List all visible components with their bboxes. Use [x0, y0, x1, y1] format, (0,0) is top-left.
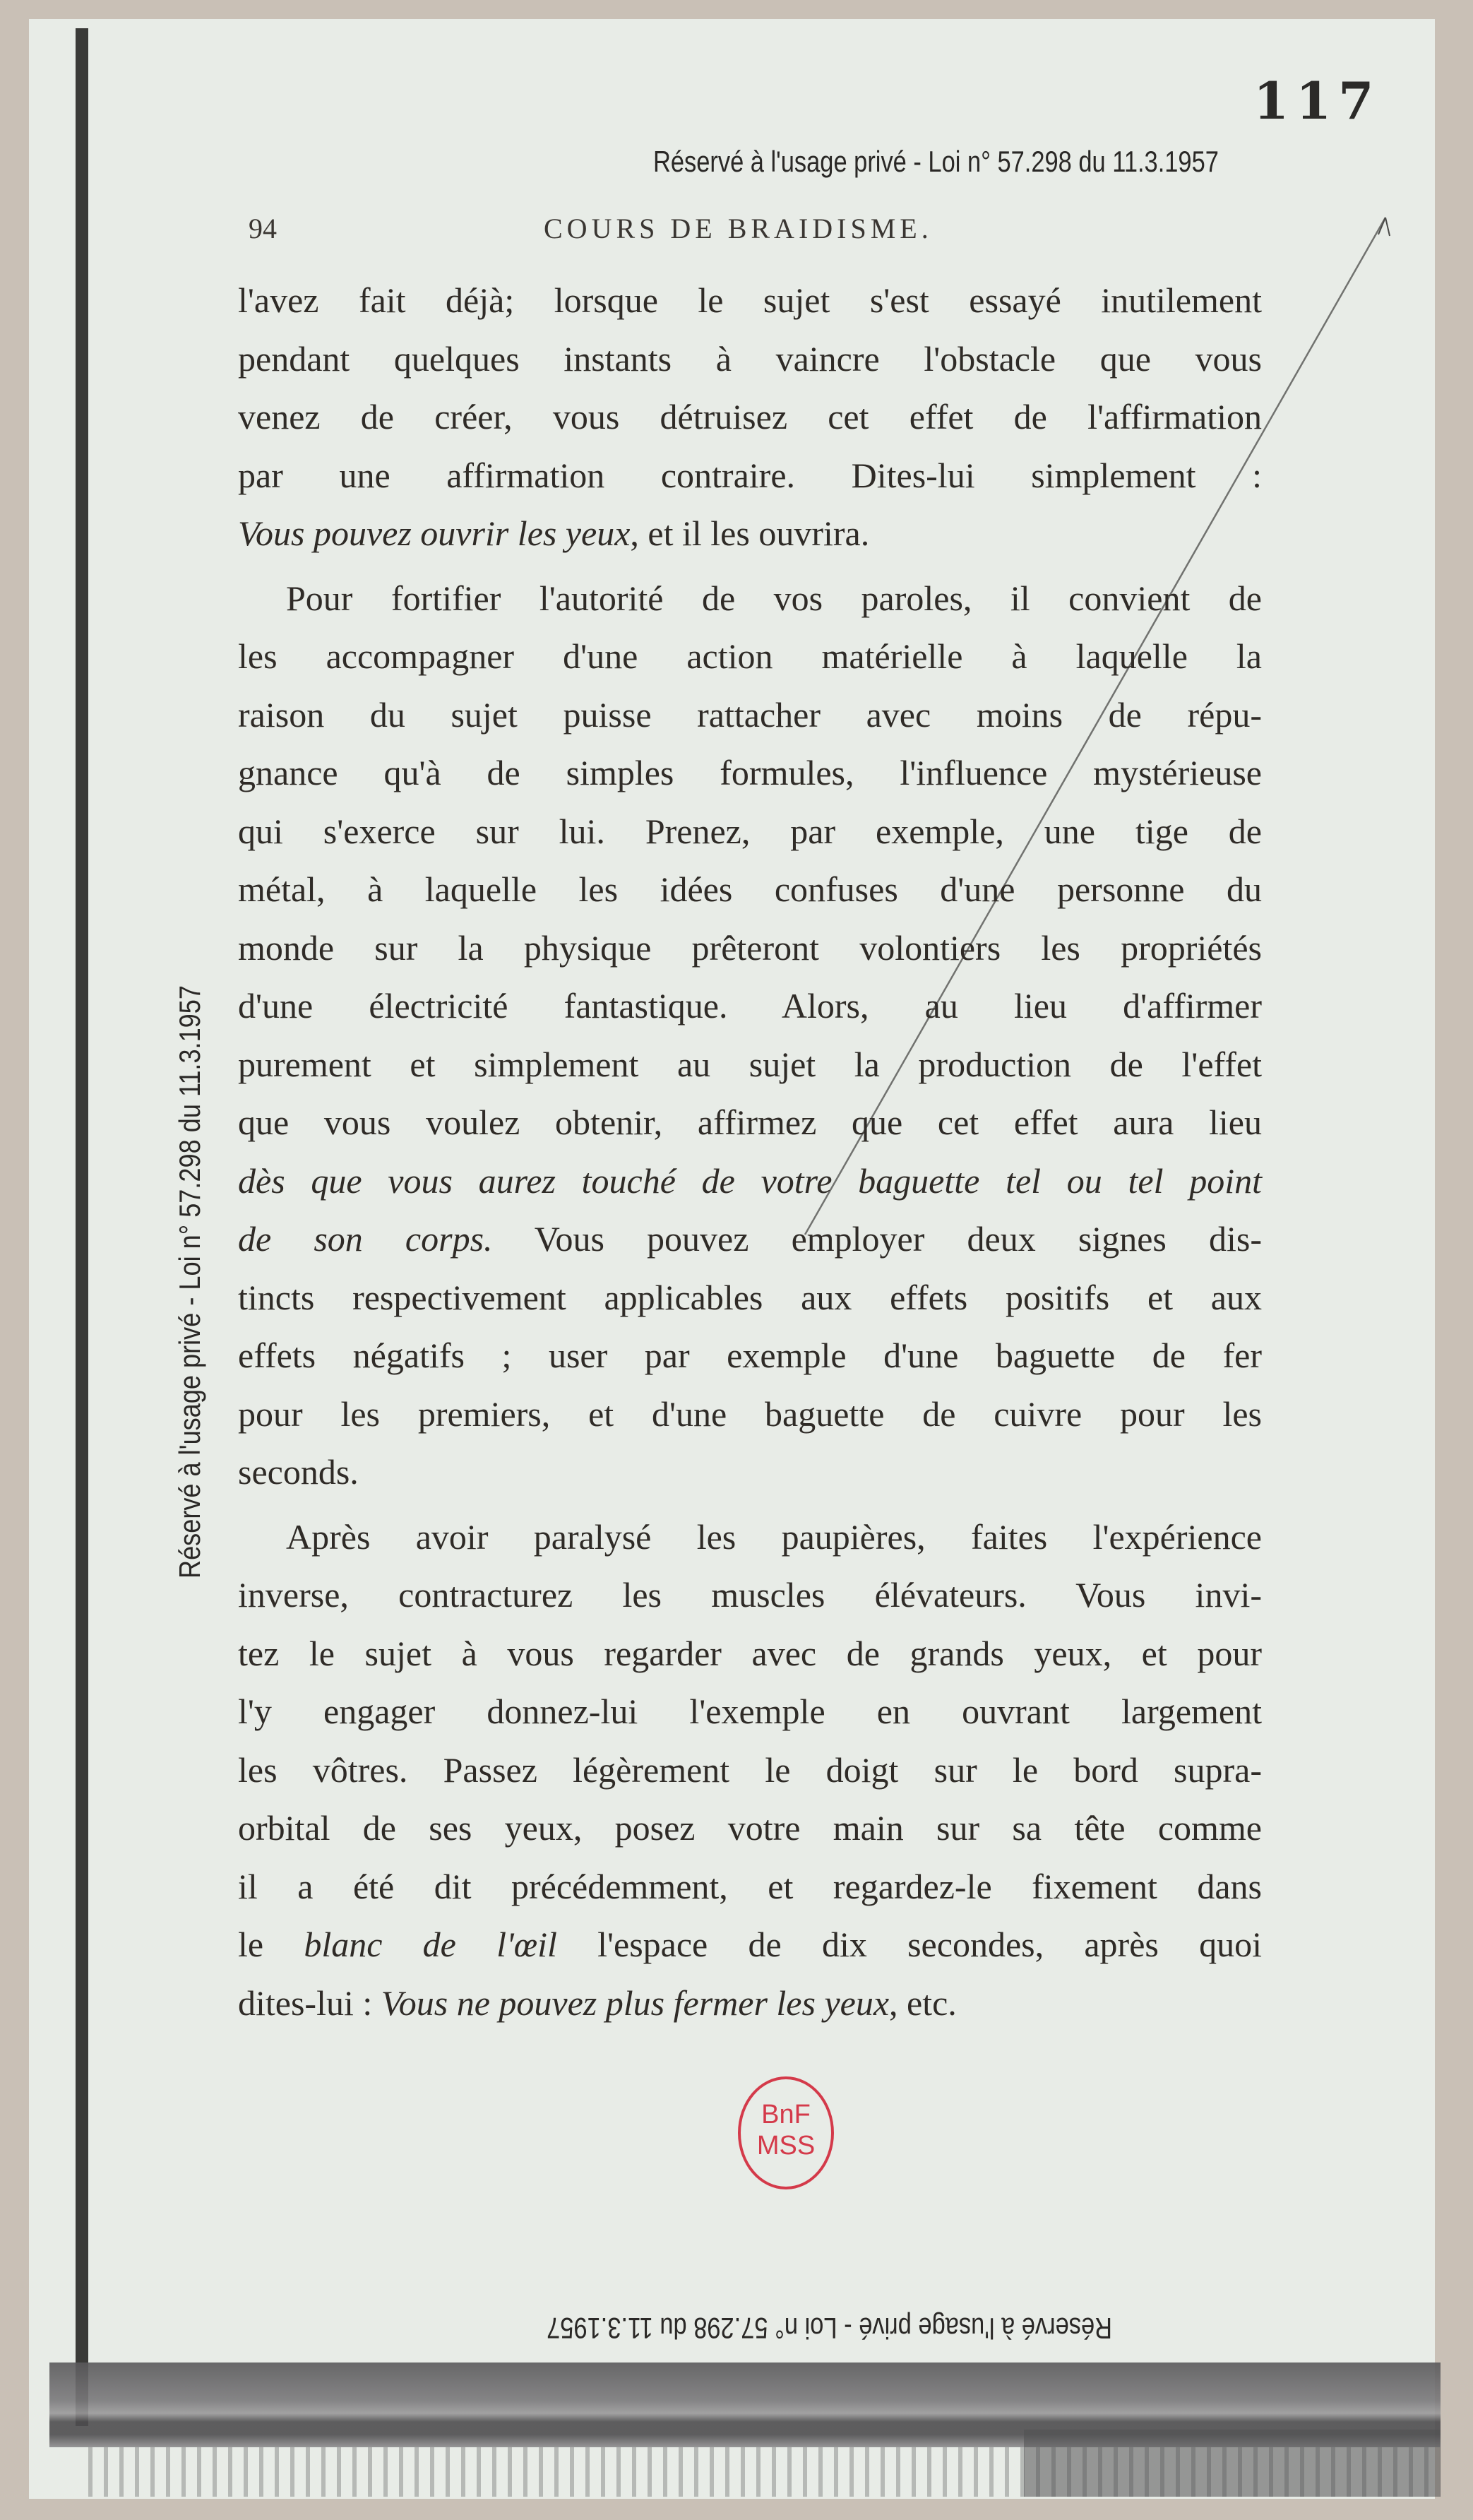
- text-line: l'y engager donnez-lui l'exemple en ouvrant largement: [238, 1692, 1262, 1731]
- folio: 94: [249, 213, 277, 244]
- text-segment: l'espace de dix secondes, après quoi: [556, 1925, 1262, 1964]
- text-line: l'avez fait déjà; lorsque le sujet s'est essayé inutilement: [238, 280, 1262, 320]
- copyright-stamp-side: Réservé à l'usage privé - Loi n° 57.298 du 11.3.1957: [173, 985, 206, 1579]
- text-line: Pour fortifier l'autorité de vos paroles, il convient de: [286, 578, 1262, 618]
- italic-text: blanc de l'œil: [304, 1925, 557, 1964]
- text-line: purement et simplement au sujet la production de l'effet: [238, 1044, 1262, 1084]
- running-title: COURS DE BRAIDISME.: [544, 213, 933, 244]
- text-segment: Vous pouvez employer deux signes dis-: [492, 1219, 1262, 1259]
- text-line: pour les premiers, et d'une baguette de cuivre pour les: [238, 1393, 1262, 1434]
- paragraph-3: [238, 1508, 1262, 2033]
- text-line: [238, 504, 1262, 563]
- text-line: effets négatifs ; user par exemple d'une baguette de fer: [238, 1336, 1262, 1375]
- text-line: raison du sujet puisse rattacher avec moins de répu-: [238, 694, 1262, 735]
- text-line: les accompagner d'une action matérielle à laquelle la: [238, 636, 1262, 676]
- text-line: Après avoir paralysé les paupières, faites l'expérience: [286, 1516, 1262, 1557]
- text-line: tez le sujet à vous regarder avec de grands yeux, et pour: [238, 1633, 1262, 1673]
- copyright-stamp-top: Réservé à l'usage privé - Loi n° 57.298 du 11.3.1957: [653, 145, 1219, 178]
- text-line: tincts respectivement applicables aux effets positifs et aux: [238, 1277, 1262, 1317]
- italic-text: Vous pouvez ouvrir les yeux: [238, 513, 631, 553]
- text-line: dès que vous aurez touché de votre baguette tel ou tel point: [238, 1160, 1262, 1201]
- text-line: gnance qu'à de simples formules, l'influence mystérieuse: [238, 753, 1262, 792]
- text-line: [238, 1915, 1262, 1974]
- text-line: pendant quelques instants à vaincre l'obstacle que vous: [238, 338, 1262, 379]
- text-line: il a été dit précédemment, et regardez-le fixement dans: [238, 1866, 1262, 1906]
- paragraph-1: [238, 271, 1262, 563]
- text-line: les vôtres. Passez légèrement le doigt sur le bord supra-: [238, 1749, 1262, 1790]
- text-line: d'une électricité fantastique. Alors, au lieu d'affirmer: [238, 986, 1262, 1026]
- text-segment: , etc.: [889, 1983, 957, 2023]
- text-line: inverse, contracturez les muscles élévateurs. Vous invi-: [238, 1575, 1262, 1615]
- seal-line-2: MSS: [756, 2131, 816, 2161]
- copyright-stamp-bottom: Réservé à l'usage privé - Loi n° 57.298 du 11.3.1957: [547, 2312, 1112, 2345]
- body-text: [238, 271, 1262, 2038]
- text-line: que vous voulez obtenir, affirmez que cet effet aura lieu: [238, 1102, 1262, 1142]
- bnf-mss-seal: [738, 2076, 834, 2189]
- text-line: orbital de ses yeux, posez votre main sur sa tête comme: [238, 1808, 1262, 1848]
- paragraph-2: [238, 569, 1262, 1502]
- text-line: métal, à laquelle les idées confuses d'une personne du: [238, 869, 1262, 909]
- text-line: qui s'exerce sur lui. Prenez, par exemple, une tige de: [238, 811, 1262, 851]
- page-number: 117: [1253, 71, 1381, 131]
- text-segment: dites-lui :: [238, 1983, 381, 2023]
- text-line: [238, 1210, 1262, 1268]
- italic-text: de son corps.: [238, 1219, 493, 1259]
- seal-line-1: BnF: [761, 2100, 811, 2129]
- text-segment: , et il les ouvrira.: [630, 513, 870, 553]
- text-line: seconds.: [238, 1452, 359, 1492]
- text-line: par une affirmation contraire. Dites-lui simplement :: [238, 455, 1262, 495]
- italic-text: Vous ne pouvez plus fermer les yeux: [381, 1983, 890, 2023]
- text-line: venez de créer, vous détruisez cet effet de l'affirmation: [238, 397, 1262, 436]
- text-line: [238, 1974, 1262, 2033]
- text-line: monde sur la physique prêteront volontiers les propriétés: [238, 927, 1262, 968]
- text-segment: le: [238, 1925, 304, 1964]
